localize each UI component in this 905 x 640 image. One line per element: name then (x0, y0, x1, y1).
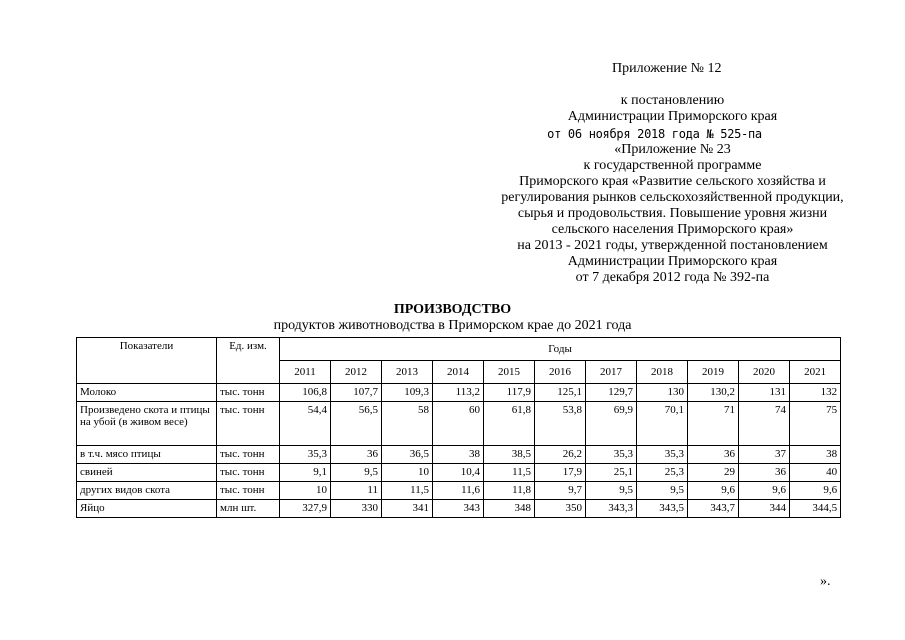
value-cell: 54,4 (280, 402, 331, 446)
value-cell: 35,3 (637, 446, 688, 464)
value-cell: 40 (790, 464, 841, 482)
value-cell: 36 (688, 446, 739, 464)
to-resolution: к постановлению (620, 93, 725, 108)
value-cell: 330 (331, 500, 382, 518)
program-title-line-6: Администрации Приморского края (567, 254, 778, 269)
value-cell: 35,3 (280, 446, 331, 464)
year-header: 2021 (790, 361, 841, 384)
program-title-line-4: сельского населения Приморского края» (551, 222, 794, 237)
value-cell: 9,5 (331, 464, 382, 482)
header-unit: Ед. изм. (217, 338, 280, 384)
administration-name: Администрации Приморского края (567, 109, 778, 124)
value-cell: 117,9 (484, 384, 535, 402)
value-cell: 60 (433, 402, 484, 446)
value-cell: 10,4 (433, 464, 484, 482)
value-cell: 37 (739, 446, 790, 464)
value-cell: 71 (688, 402, 739, 446)
value-cell: 69,9 (586, 402, 637, 446)
value-cell: 38 (790, 446, 841, 464)
row-unit: тыс. тонн (217, 482, 280, 500)
value-cell: 75 (790, 402, 841, 446)
value-cell: 36 (331, 446, 382, 464)
row-unit: млн шт. (217, 500, 280, 518)
year-header: 2016 (535, 361, 586, 384)
value-cell: 9,5 (586, 482, 637, 500)
year-header: 2011 (280, 361, 331, 384)
value-cell: 38 (433, 446, 484, 464)
value-cell: 9,1 (280, 464, 331, 482)
value-cell: 61,8 (484, 402, 535, 446)
value-cell: 11,5 (382, 482, 433, 500)
value-cell: 11,5 (484, 464, 535, 482)
value-cell: 130,2 (688, 384, 739, 402)
value-cell: 56,5 (331, 402, 382, 446)
table-row (77, 500, 841, 518)
value-cell: 10 (280, 482, 331, 500)
table-title: ПРОИЗВОДСТВО (393, 302, 512, 317)
program-title-line-2: регулирования рынков сельскохозяйственной продукции, (501, 190, 844, 205)
value-cell: 9,6 (739, 482, 790, 500)
value-cell: 35,3 (586, 446, 637, 464)
table-row (77, 482, 841, 500)
value-cell: 132 (790, 384, 841, 402)
header-indicator: Показатели (77, 338, 217, 384)
production-table (76, 337, 841, 518)
value-cell: 36 (739, 464, 790, 482)
row-unit: тыс. тонн (217, 402, 280, 446)
value-cell: 348 (484, 500, 535, 518)
value-cell: 129,7 (586, 384, 637, 402)
value-cell: 9,6 (790, 482, 841, 500)
value-cell: 25,3 (637, 464, 688, 482)
value-cell: 343 (433, 500, 484, 518)
row-indicator: Произведено скота и птицы на убой (в живом весе) (77, 402, 217, 446)
row-indicator: других видов скота (77, 482, 217, 500)
value-cell: 343,7 (688, 500, 739, 518)
value-cell: 10 (382, 464, 433, 482)
year-header: 2012 (331, 361, 382, 384)
program-title-line-3: сырья и продовольствия. Повышение уровня жизни (517, 206, 828, 221)
value-cell: 53,8 (535, 402, 586, 446)
resolution-date-stamp: от 06 ноября 2018 года № 525-па (547, 127, 762, 141)
value-cell: 343,5 (637, 500, 688, 518)
year-header: 2015 (484, 361, 535, 384)
value-cell: 131 (739, 384, 790, 402)
row-indicator: свиней (77, 464, 217, 482)
value-cell: 11,6 (433, 482, 484, 500)
value-cell: 109,3 (382, 384, 433, 402)
to-program: к государственной программе (583, 158, 762, 173)
value-cell: 11 (331, 482, 382, 500)
program-title-line-5: на 2013 - 2021 годы, утвержденной постановлением (517, 238, 828, 253)
year-header: 2019 (688, 361, 739, 384)
closing-quote: ». (820, 574, 831, 589)
row-indicator: Яйцо (77, 500, 217, 518)
value-cell: 25,1 (586, 464, 637, 482)
value-cell: 130 (637, 384, 688, 402)
value-cell: 344 (739, 500, 790, 518)
value-cell: 327,9 (280, 500, 331, 518)
program-title-line-7: от 7 декабря 2012 года № 392-па (575, 270, 770, 285)
value-cell: 113,2 (433, 384, 484, 402)
value-cell: 341 (382, 500, 433, 518)
table-row (77, 384, 841, 402)
year-header: 2020 (739, 361, 790, 384)
table-row (77, 402, 841, 446)
value-cell: 107,7 (331, 384, 382, 402)
value-cell: 350 (535, 500, 586, 518)
value-cell: 70,1 (637, 402, 688, 446)
value-cell: 58 (382, 402, 433, 446)
year-header: 2013 (382, 361, 433, 384)
table-subtitle: продуктов животноводства в Приморском крае до 2021 года (273, 318, 632, 333)
table-row (77, 446, 841, 464)
table-row (77, 464, 841, 482)
value-cell: 125,1 (535, 384, 586, 402)
value-cell: 74 (739, 402, 790, 446)
header-years: Годы (280, 338, 841, 361)
row-indicator: Молоко (77, 384, 217, 402)
value-cell: 29 (688, 464, 739, 482)
value-cell: 343,3 (586, 500, 637, 518)
year-header: 2014 (433, 361, 484, 384)
year-header: 2018 (637, 361, 688, 384)
value-cell: 106,8 (280, 384, 331, 402)
appendix-number: Приложение № 12 (612, 61, 722, 76)
row-unit: тыс. тонн (217, 446, 280, 464)
value-cell: 9,5 (637, 482, 688, 500)
program-title-line-1: Приморского края «Развитие сельского хозяйства и (519, 174, 826, 189)
row-indicator: в т.ч. мясо птицы (77, 446, 217, 464)
value-cell: 36,5 (382, 446, 433, 464)
quote-appendix-number: «Приложение № 23 (614, 142, 731, 157)
value-cell: 11,8 (484, 482, 535, 500)
value-cell: 26,2 (535, 446, 586, 464)
value-cell: 9,7 (535, 482, 586, 500)
value-cell: 17,9 (535, 464, 586, 482)
row-unit: тыс. тонн (217, 384, 280, 402)
value-cell: 344,5 (790, 500, 841, 518)
row-unit: тыс. тонн (217, 464, 280, 482)
value-cell: 38,5 (484, 446, 535, 464)
value-cell: 9,6 (688, 482, 739, 500)
year-header: 2017 (586, 361, 637, 384)
